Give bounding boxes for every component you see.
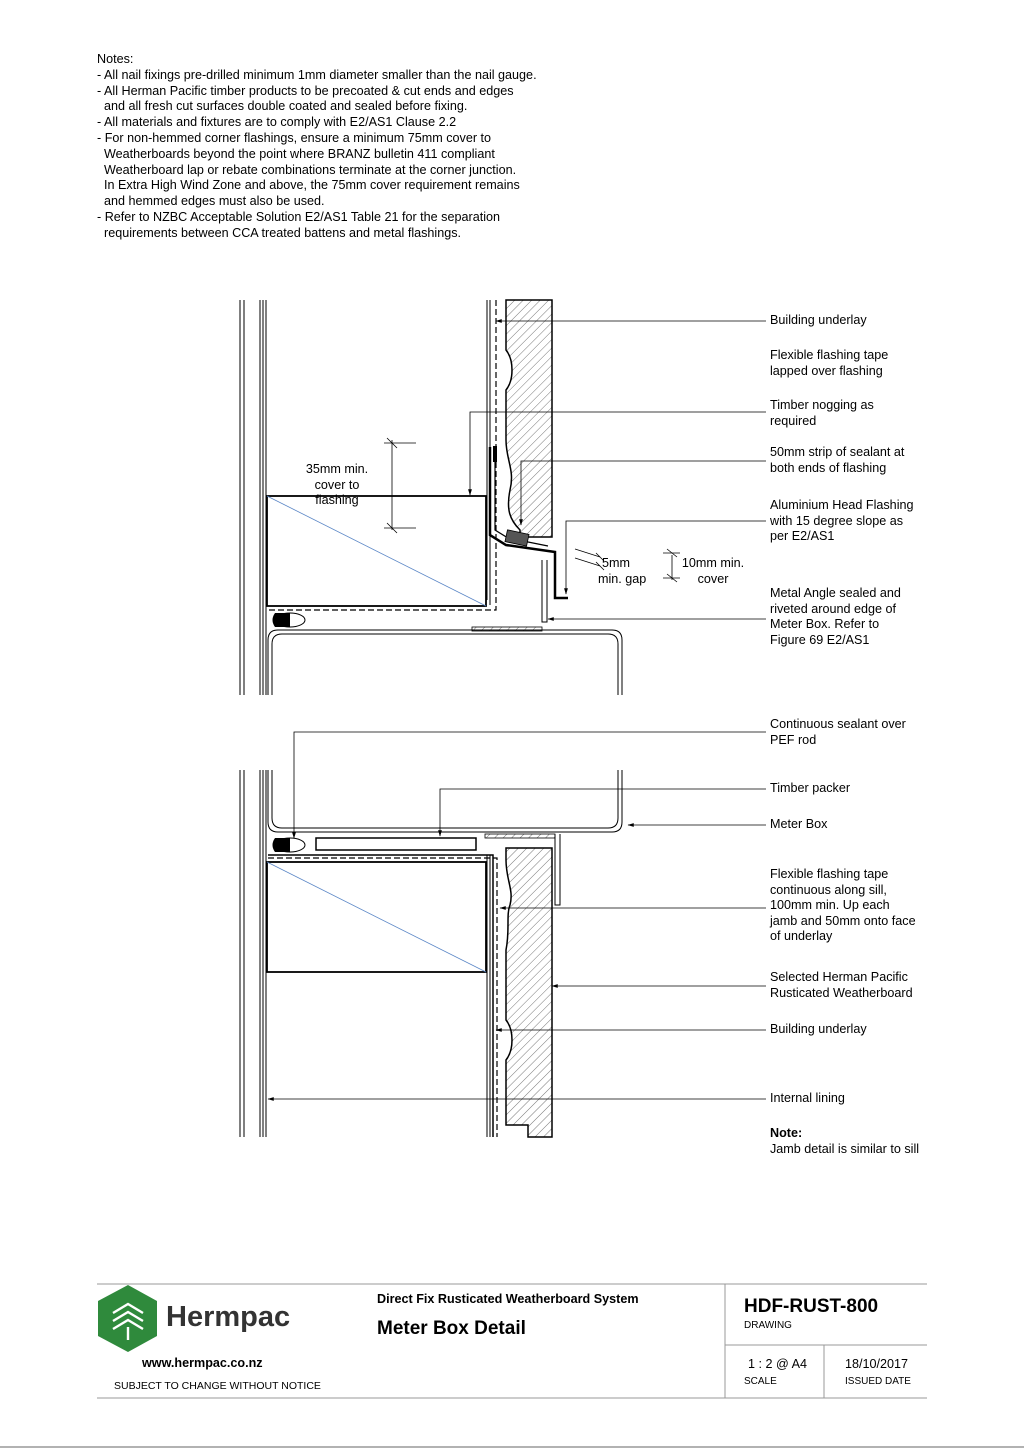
note-heading: Note:: [770, 1126, 803, 1140]
drawing-title: Meter Box Detail: [377, 1318, 526, 1339]
meter-box-sill: [268, 770, 622, 832]
metal-angle: [542, 560, 547, 622]
disclaimer: SUBJECT TO CHANGE WITHOUT NOTICE: [114, 1380, 321, 1392]
note-line: and hemmed edges must also be used.: [97, 194, 325, 209]
issued-date-value: 18/10/2017: [845, 1357, 909, 1371]
note-line: - All nail fixings pre-drilled minimum 1mm diameter smaller than the nail gauge.: [97, 67, 537, 82]
callout-sealant-strip: 50mm strip of sealant at both ends of flashing: [770, 445, 905, 475]
callout-building-underlay-sill: Building underlay: [770, 1022, 867, 1036]
scale-label: SCALE: [744, 1376, 777, 1387]
scale-value: 1 : 2 @ A4: [748, 1357, 807, 1371]
weatherboard-sill: [506, 848, 552, 1137]
meter-box-head: [268, 630, 622, 695]
dimension-5mm-label: 5mm min. gap: [598, 556, 647, 586]
weatherboard-head: [506, 300, 552, 537]
internal-lining-head: [240, 300, 266, 695]
drawing-label: DRAWING: [744, 1320, 792, 1331]
website-link[interactable]: www.hermpac.co.nz: [142, 1356, 263, 1370]
flexible-flashing-tape: [493, 446, 497, 462]
jamb-note: [770, 1126, 919, 1157]
drawing-number: HDF-RUST-800: [744, 1296, 879, 1317]
callout-flexible-flashing-tape: Flexible flashing tape lapped over flashing: [770, 348, 889, 378]
note-line: Weatherboard lap or rebate combinations terminate at the corner junction.: [97, 162, 517, 177]
callout-meter-box: Meter Box: [770, 817, 828, 831]
callout-internal-lining: Internal lining: [770, 1091, 845, 1105]
callout-metal-angle: Metal Angle sealed and riveted around edge of Meter Box. Refer to Figure 69 E2/AS1: [770, 586, 901, 647]
sill-detail: [240, 732, 766, 1137]
timber-packer: [316, 838, 476, 850]
dimension-35mm-label: 35mm min. cover to flashing: [305, 462, 369, 508]
system-name: Direct Fix Rusticated Weatherboard System: [377, 1292, 639, 1306]
notes-heading: Notes:: [97, 52, 134, 66]
callout-building-underlay-head: Building underlay: [770, 313, 867, 327]
callout-timber-nogging: Timber nogging as required: [770, 398, 874, 428]
dimension-10mm-label: 10mm min. cover: [681, 556, 745, 586]
note-line: requirements between CCA treated battens and metal flashings.: [97, 225, 462, 240]
issued-date-label: ISSUED DATE: [845, 1376, 911, 1387]
hermpac-logo-icon: [98, 1285, 157, 1352]
callout-weatherboard: Selected Herman Pacific Rusticated Weatherboard: [770, 970, 913, 1000]
note-line: - All Herman Pacific timber products to be precoated & cut ends and edges: [97, 83, 514, 98]
brand-name: Hermpac: [166, 1301, 291, 1333]
note-line: - Refer to NZBC Acceptable Solution E2/AS1 Table 21 for the separation: [97, 209, 500, 224]
note-line: Weatherboards beyond the point where BRANZ bulletin 411 compliant: [97, 146, 495, 161]
callout-timber-packer: Timber packer: [770, 781, 851, 795]
callout-flexible-flashing-tape-sill: Flexible flashing tape continuous along sill, 100mm min. Up each jamb and 50mm onto face of underlay: [770, 867, 916, 944]
note-line: and all fresh cut surfaces double coated and sealed before fixing.: [97, 99, 468, 114]
callout-head-flashing: Aluminium Head Flashing with 15 degree slope as per E2/AS1: [770, 498, 914, 544]
note-line: - For non-hemmed corner flashings, ensure a minimum 75mm cover to: [97, 130, 492, 145]
internal-lining-sill: [240, 770, 266, 1137]
callout-continuous-sealant: Continuous sealant over PEF rod: [770, 717, 906, 747]
note-line: In Extra High Wind Zone and above, the 75mm cover requirement remains: [97, 178, 520, 193]
note-line: - All materials and fixtures are to comply with E2/AS1 Clause 2.2: [97, 115, 457, 130]
note-text: Jamb detail is similar to sill: [770, 1141, 920, 1156]
